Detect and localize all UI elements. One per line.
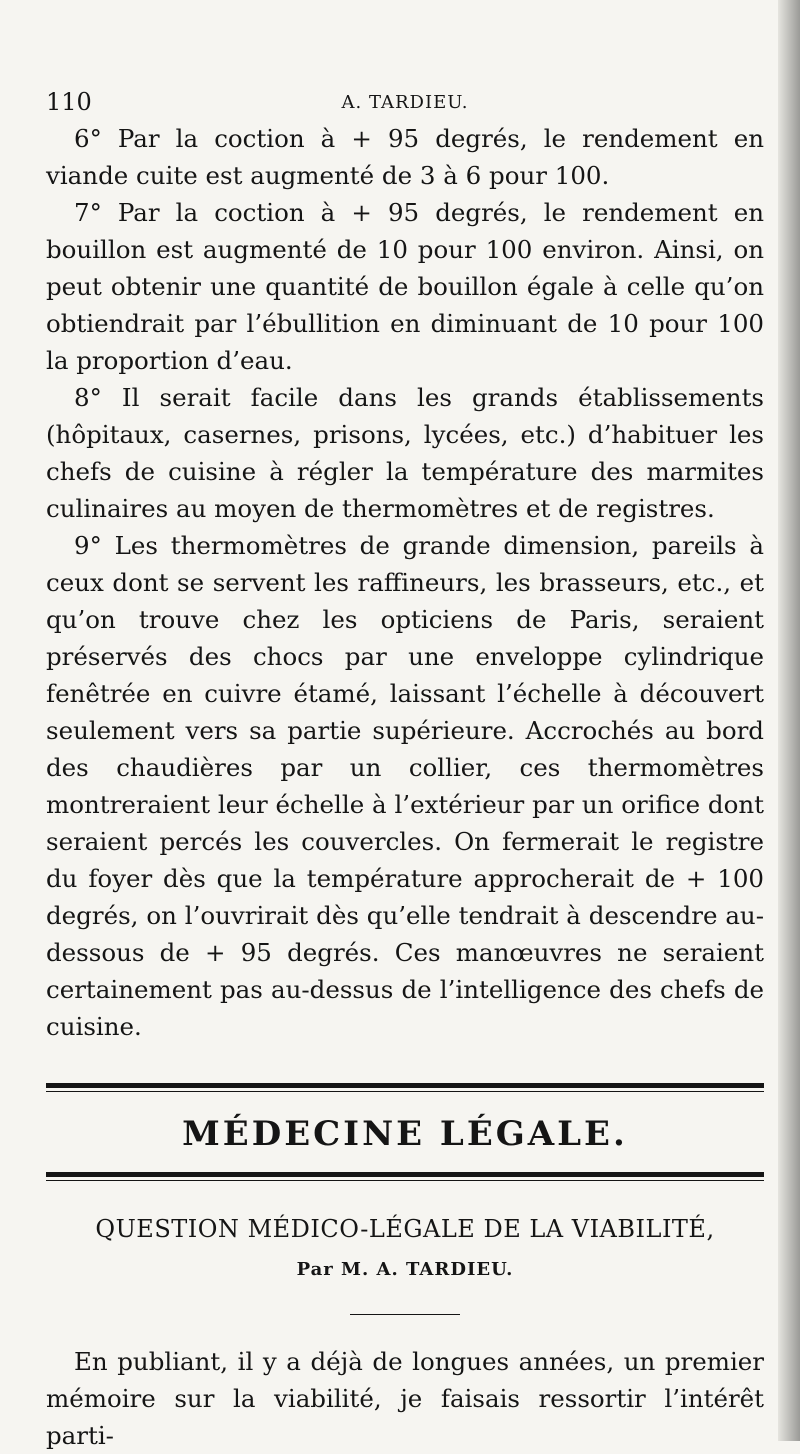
paragraph-8: 8° Il serait facile dans les grands établissements (hôpitaux, casernes, prisons, lycées, etc.) d’habituer les chefs de cuisine à régler la température des marmites culinaires au moyen de thermomètres et de registres. bbox=[46, 383, 764, 523]
article-intro bbox=[46, 1343, 764, 1454]
page-header bbox=[46, 84, 764, 120]
running-head: A. TARDIEU. bbox=[341, 92, 469, 113]
intro-paragraph: En publiant, il y a déjà de longues années, un premier mémoire sur la viabilité, je faisais ressortir l’intérêt parti- bbox=[46, 1347, 764, 1450]
section-title: MÉDECINE LÉGALE. bbox=[182, 1114, 628, 1154]
paragraph-9: 9° Les thermomètres de grande dimension, pareils à ceux dont se servent les raffineurs, les brasseurs, etc., et qu’on trouve chez les opticiens de Paris, seraient préservés des chocs par une enveloppe cylindrique fenêtrée en cuivre étamé, laissant l’échelle à découvert seulement vers sa partie supérieure. Accrochés au bord des chaudières par un collier, ces thermomètres montreraient leur échelle à l’extérieur par un orifice dont seraient percés les couvercles. On fermerait le registre du foyer dès que la température approcherait de + 100 degrés, on l’ouvrirait dès qu’elle tendrait à descendre au-dessous de + 95 degrés. Ces manœuvres ne seraient certainement pas au-dessus de l’intelligence des chefs de cuisine. bbox=[46, 531, 764, 1041]
page-number: 110 bbox=[46, 88, 92, 116]
paragraph-6: 6° Par la coction à + 95 degrés, le rendement en viande cuite est augmenté de 3 à 6 pour 100. bbox=[46, 124, 764, 190]
section-rule-top bbox=[46, 1083, 764, 1092]
article-byline: Par M. A. TARDIEU. bbox=[296, 1259, 514, 1280]
page-edge-shadow bbox=[778, 0, 800, 1441]
section-rule-bottom bbox=[46, 1172, 764, 1181]
article-title: QUESTION MÉDICO-LÉGALE DE LA VIABILITÉ, bbox=[95, 1215, 715, 1243]
main-text bbox=[46, 120, 764, 1045]
title-divider bbox=[350, 1314, 460, 1315]
book-page bbox=[46, 84, 764, 1454]
paragraph-7: 7° Par la coction à + 95 degrés, le rendement en bouillon est augmenté de 10 pour 100 environ. Ainsi, on peut obtenir une quantité de bouillon égale à celle qu’on obtiendrait par l’ébullition en diminuant de 10 pour 100 la proportion d’eau. bbox=[46, 198, 764, 375]
